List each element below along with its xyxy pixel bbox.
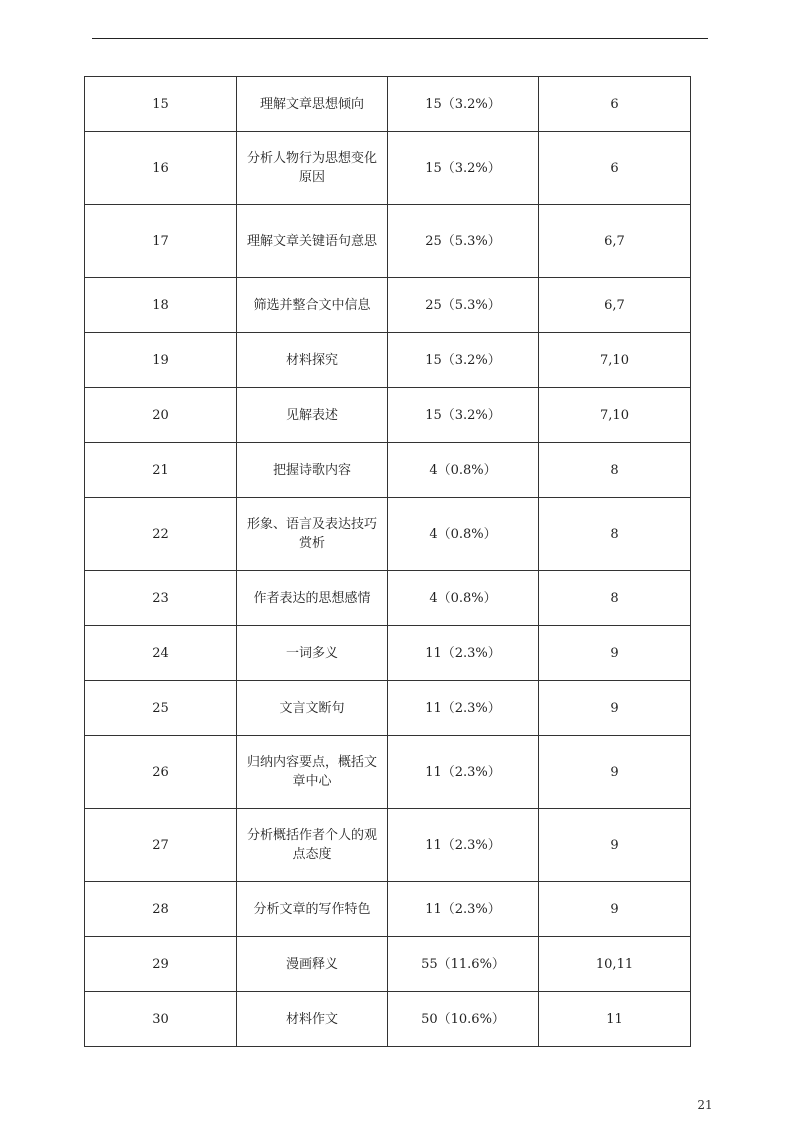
question-content-cell	[237, 205, 388, 278]
question-number-cell	[85, 937, 237, 992]
question-number-cell-text: 19	[152, 352, 169, 368]
score-cell	[388, 937, 539, 992]
question-content-cell-text: 材料作文	[285, 1011, 338, 1027]
question-content-cell	[237, 132, 388, 205]
question-content-cell	[237, 992, 388, 1047]
unit-cell	[539, 333, 691, 388]
unit-cell-text: 8	[610, 526, 619, 542]
table-row	[85, 443, 691, 498]
question-content-cell-text: 分析概括作者个人的观点态度	[247, 828, 378, 862]
unit-cell-text: 8	[610, 590, 619, 606]
table-row	[85, 626, 691, 681]
unit-cell-text: 9	[610, 700, 619, 716]
score-cell-text: 15（3.2%）	[425, 352, 501, 368]
question-number-cell-text: 21	[152, 462, 169, 478]
unit-cell-text: 8	[610, 462, 619, 478]
unit-cell	[539, 388, 691, 443]
question-number-cell-text: 24	[152, 645, 169, 661]
question-number-cell	[85, 736, 237, 809]
score-cell	[388, 278, 539, 333]
table-row	[85, 205, 691, 278]
score-cell	[388, 736, 539, 809]
question-number-cell	[85, 681, 237, 736]
unit-cell-text: 10,11	[595, 956, 634, 972]
score-cell	[388, 498, 539, 571]
table-row	[85, 937, 691, 992]
question-number-cell-text: 26	[152, 764, 169, 780]
page-number: 21	[697, 1098, 713, 1112]
question-number-cell	[85, 626, 237, 681]
table-row	[85, 736, 691, 809]
score-cell-text: 15（3.2%）	[425, 96, 501, 112]
score-cell	[388, 571, 539, 626]
question-number-cell-text: 20	[152, 407, 169, 423]
unit-cell	[539, 626, 691, 681]
question-content-cell	[237, 681, 388, 736]
question-content-cell	[237, 388, 388, 443]
score-cell-text: 11（2.3%）	[425, 645, 501, 661]
question-content-cell-text: 形象、语言及表达技巧赏析	[247, 517, 378, 551]
unit-cell-text: 9	[610, 645, 619, 661]
score-cell	[388, 388, 539, 443]
question-content-cell	[237, 882, 388, 937]
question-content-cell-text: 把握诗歌内容	[272, 462, 351, 478]
unit-cell	[539, 937, 691, 992]
score-cell-text: 4（0.8%）	[429, 590, 497, 606]
question-content-cell-text: 分析人物行为思想变化原因	[247, 151, 378, 185]
table-row	[85, 992, 691, 1047]
question-content-cell	[237, 443, 388, 498]
header-rule	[92, 38, 708, 39]
unit-cell-text: 7,10	[600, 407, 629, 423]
question-content-cell	[237, 626, 388, 681]
question-content-cell-text: 材料探究	[285, 352, 338, 368]
score-cell	[388, 626, 539, 681]
question-content-cell	[237, 498, 388, 571]
question-content-cell-text: 作者表达的思想感情	[253, 590, 371, 606]
unit-cell-text: 6,7	[604, 233, 625, 249]
question-number-cell-text: 18	[152, 297, 169, 313]
score-cell	[388, 992, 539, 1047]
score-cell-text: 25（5.3%）	[425, 233, 501, 249]
question-number-cell	[85, 992, 237, 1047]
table-row	[85, 571, 691, 626]
score-cell-text: 4（0.8%）	[429, 462, 497, 478]
question-number-cell	[85, 809, 237, 882]
question-content-cell-text: 理解文章思想倾向	[259, 96, 364, 112]
question-content-cell	[237, 809, 388, 882]
question-number-cell-text: 30	[152, 1011, 169, 1027]
score-cell-text: 50（10.6%）	[421, 1011, 505, 1027]
unit-cell-text: 9	[610, 764, 619, 780]
table-row	[85, 333, 691, 388]
question-content-cell-text: 理解文章关键语句意思	[247, 233, 378, 249]
unit-cell-text: 7,10	[600, 352, 629, 368]
question-number-cell	[85, 77, 237, 132]
question-number-cell	[85, 388, 237, 443]
unit-cell	[539, 736, 691, 809]
score-cell	[388, 681, 539, 736]
score-cell-text: 25（5.3%）	[425, 297, 501, 313]
score-cell-text: 11（2.3%）	[425, 837, 501, 853]
unit-cell	[539, 443, 691, 498]
unit-cell	[539, 571, 691, 626]
unit-cell	[539, 809, 691, 882]
question-number-cell-text: 27	[152, 837, 169, 853]
unit-cell	[539, 132, 691, 205]
table-row	[85, 809, 691, 882]
score-cell-text: 55（11.6%）	[421, 956, 505, 972]
table-body	[85, 77, 691, 1047]
question-number-cell-text: 22	[152, 526, 169, 542]
unit-cell-text: 6	[610, 96, 619, 112]
table-row	[85, 278, 691, 333]
question-content-cell-text: 漫画释义	[285, 956, 338, 972]
table-row	[85, 681, 691, 736]
unit-cell	[539, 681, 691, 736]
question-number-cell-text: 28	[152, 901, 169, 917]
score-cell	[388, 333, 539, 388]
question-number-cell	[85, 882, 237, 937]
question-number-cell-text: 23	[152, 590, 169, 606]
question-number-cell-text: 29	[152, 956, 169, 972]
score-cell-text: 15（3.2%）	[425, 160, 501, 176]
score-cell-text: 11（2.3%）	[425, 700, 501, 716]
question-content-cell-text: 分析文章的写作特色	[253, 901, 371, 917]
question-content-cell-text: 一词多义	[285, 645, 338, 661]
question-content-cell	[237, 333, 388, 388]
question-content-cell-text: 筛选并整合文中信息	[253, 297, 371, 313]
question-number-cell-text: 25	[152, 700, 169, 716]
score-cell	[388, 443, 539, 498]
unit-cell	[539, 205, 691, 278]
question-number-cell	[85, 278, 237, 333]
question-number-cell-text: 15	[152, 96, 169, 112]
question-number-cell	[85, 205, 237, 278]
unit-cell	[539, 498, 691, 571]
unit-cell	[539, 77, 691, 132]
question-number-cell	[85, 333, 237, 388]
question-content-cell	[237, 278, 388, 333]
score-cell-text: 15（3.2%）	[425, 407, 501, 423]
question-content-cell	[237, 937, 388, 992]
question-content-cell	[237, 571, 388, 626]
unit-cell-text: 6,7	[604, 297, 625, 313]
question-number-cell	[85, 443, 237, 498]
question-content-cell	[237, 77, 388, 132]
question-content-cell-text: 见解表述	[285, 407, 338, 423]
score-cell-text: 11（2.3%）	[425, 764, 501, 780]
score-cell	[388, 882, 539, 937]
question-content-cell-text: 文言文断句	[279, 700, 345, 716]
unit-cell-text: 9	[610, 901, 619, 917]
table-row	[85, 498, 691, 571]
table-row	[85, 132, 691, 205]
score-cell	[388, 77, 539, 132]
unit-cell	[539, 278, 691, 333]
table-row	[85, 388, 691, 443]
table-row	[85, 77, 691, 132]
score-cell-text: 4（0.8%）	[429, 526, 497, 542]
score-cell	[388, 132, 539, 205]
question-number-cell	[85, 571, 237, 626]
score-cell	[388, 205, 539, 278]
question-number-cell-text: 16	[152, 160, 169, 176]
unit-cell-text: 11	[606, 1011, 623, 1027]
score-cell	[388, 809, 539, 882]
question-content-cell-text: 归纳内容要点，概括文章中心	[247, 755, 378, 789]
question-content-cell	[237, 736, 388, 809]
unit-cell	[539, 992, 691, 1047]
question-number-cell-text: 17	[152, 233, 169, 249]
table-row	[85, 882, 691, 937]
unit-cell-text: 6	[610, 160, 619, 176]
question-number-cell	[85, 132, 237, 205]
unit-cell	[539, 882, 691, 937]
unit-cell-text: 9	[610, 837, 619, 853]
question-table	[84, 76, 691, 1047]
question-number-cell	[85, 498, 237, 571]
score-cell-text: 11（2.3%）	[425, 901, 501, 917]
